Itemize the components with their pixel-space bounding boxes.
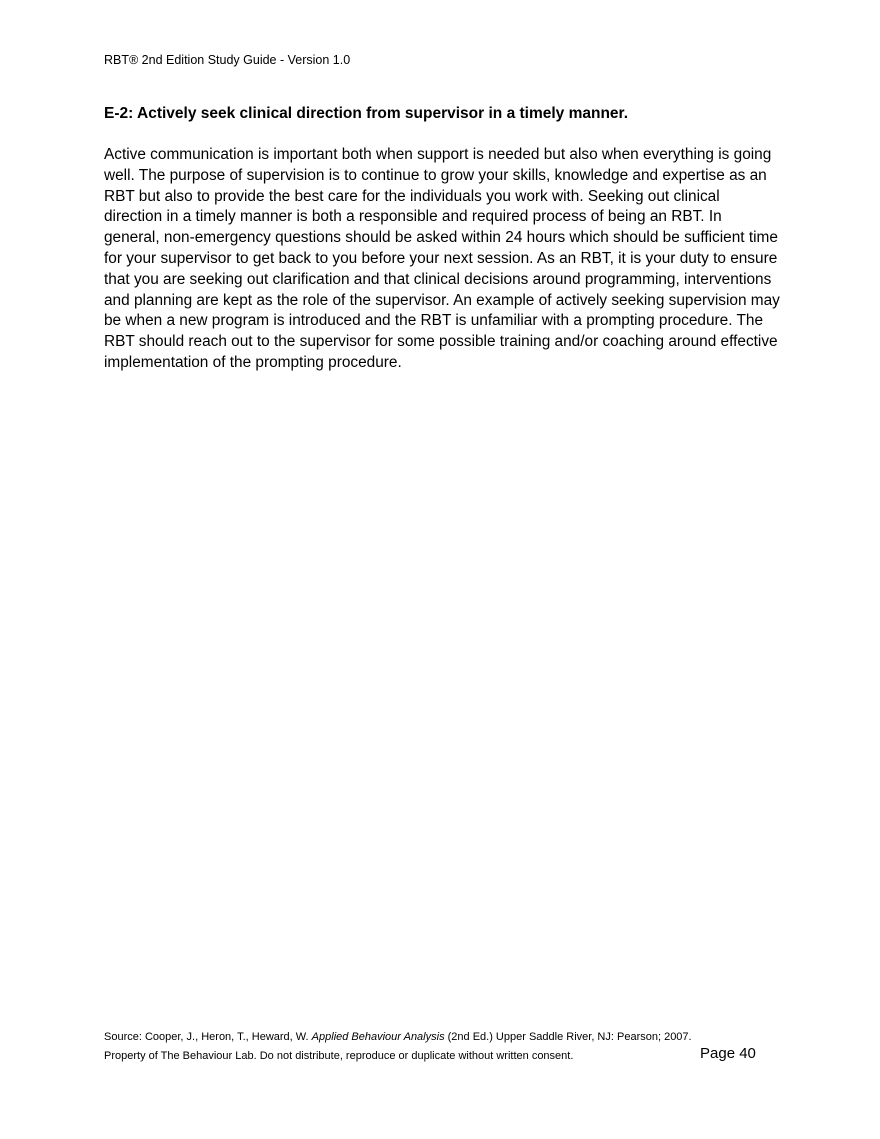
footer-source-citation	[104, 1030, 692, 1044]
running-header: RBT® 2nd Edition Study Guide - Version 1.0	[104, 53, 351, 67]
citation-book-title: Applied Behaviour Analysis	[311, 1031, 445, 1043]
citation-authors: Source: Cooper, J., Heron, T., Heward, W.	[104, 1031, 312, 1043]
footer-property-notice: Property of The Behaviour Lab. Do not distribute, reproduce or duplicate without written consent.	[104, 1050, 574, 1062]
body-paragraph: Active communication is important both when support is needed but also when everything is going well. The purpose of supervision is to continue to grow your skills, knowledge and expertise as an RBT but also to provide the best care for the individuals you work with. Seeking out clinical direction in a timely manner is both a responsible and required process of being an RBT. In general, non-emergency questions should be asked within 24 hours which should be sufficient time for your supervisor to get back to you before your next session. As an RBT, it is your duty to ensure that you are seeking out clarification and that clinical decisions around programming, interventions and planning are kept as the role of the supervisor. An example of actively seeking supervision may be when a new program is introduced and the RBT is unfamiliar with a prompting procedure. The RBT should reach out to the supervisor for some possible training and/or coaching around effective implementation of the prompting procedure.	[104, 146, 780, 371]
citation-publisher: (2nd Ed.) Upper Saddle River, NJ: Pearson; 2007.	[444, 1031, 692, 1043]
page-number: Page 40	[700, 1045, 756, 1062]
section-heading: E-2: Actively seek clinical direction from supervisor in a timely manner.	[104, 105, 629, 122]
